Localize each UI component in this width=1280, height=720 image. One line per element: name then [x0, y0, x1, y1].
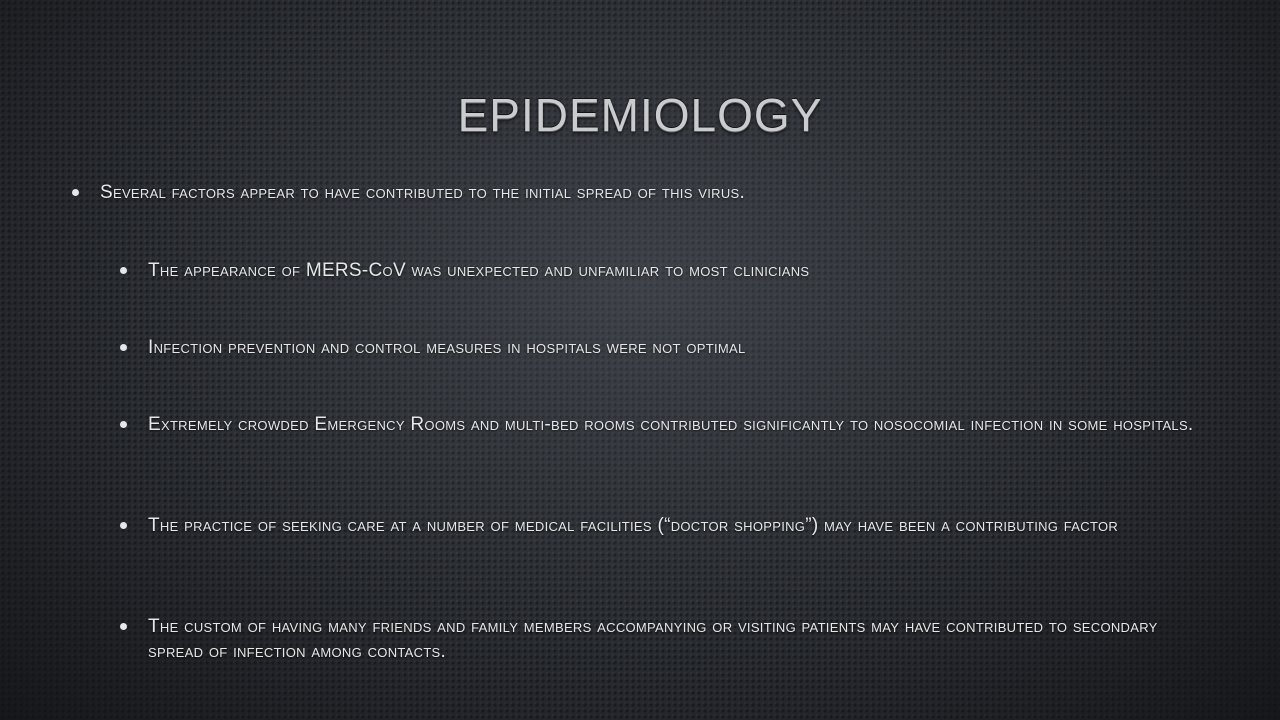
bullet-text: Infection prevention and control measures in hospitals were not optimal	[148, 337, 746, 358]
bullet-text: Extremely crowded Emergency Rooms and multi-bed rooms contributed significantly to nosocomial infection in some hospitals.	[148, 414, 1194, 435]
bullet-icon	[120, 623, 127, 630]
sub-bullet-item	[148, 513, 1208, 538]
bullet-text: The practice of seeking care at a number of medical facilities (“doctor shopping”) may have been a contributing factor	[148, 515, 1119, 536]
sub-bullet-item	[148, 258, 1208, 283]
sub-bullet-item	[148, 412, 1208, 437]
bullet-item	[100, 180, 1220, 205]
bullet-text: The custom of having many friends and family members accompanying or visiting patients may have contributed to secondary spread of infection among contacts.	[148, 616, 1158, 662]
bullet-icon	[120, 522, 127, 529]
bullet-icon	[120, 267, 127, 274]
bullet-icon	[120, 344, 127, 351]
bullet-icon	[72, 189, 79, 196]
bullet-text: The appearance of MERS-CoV was unexpected and unfamiliar to most clinicians	[148, 260, 810, 281]
sub-bullet-item	[148, 614, 1208, 664]
bullet-icon	[120, 421, 127, 428]
slide-title: EPIDEMIOLOGY	[457, 89, 823, 141]
bullet-text: Several factors appear to have contributed to the initial spread of this virus.	[100, 182, 746, 203]
sub-bullet-item	[148, 335, 1208, 360]
